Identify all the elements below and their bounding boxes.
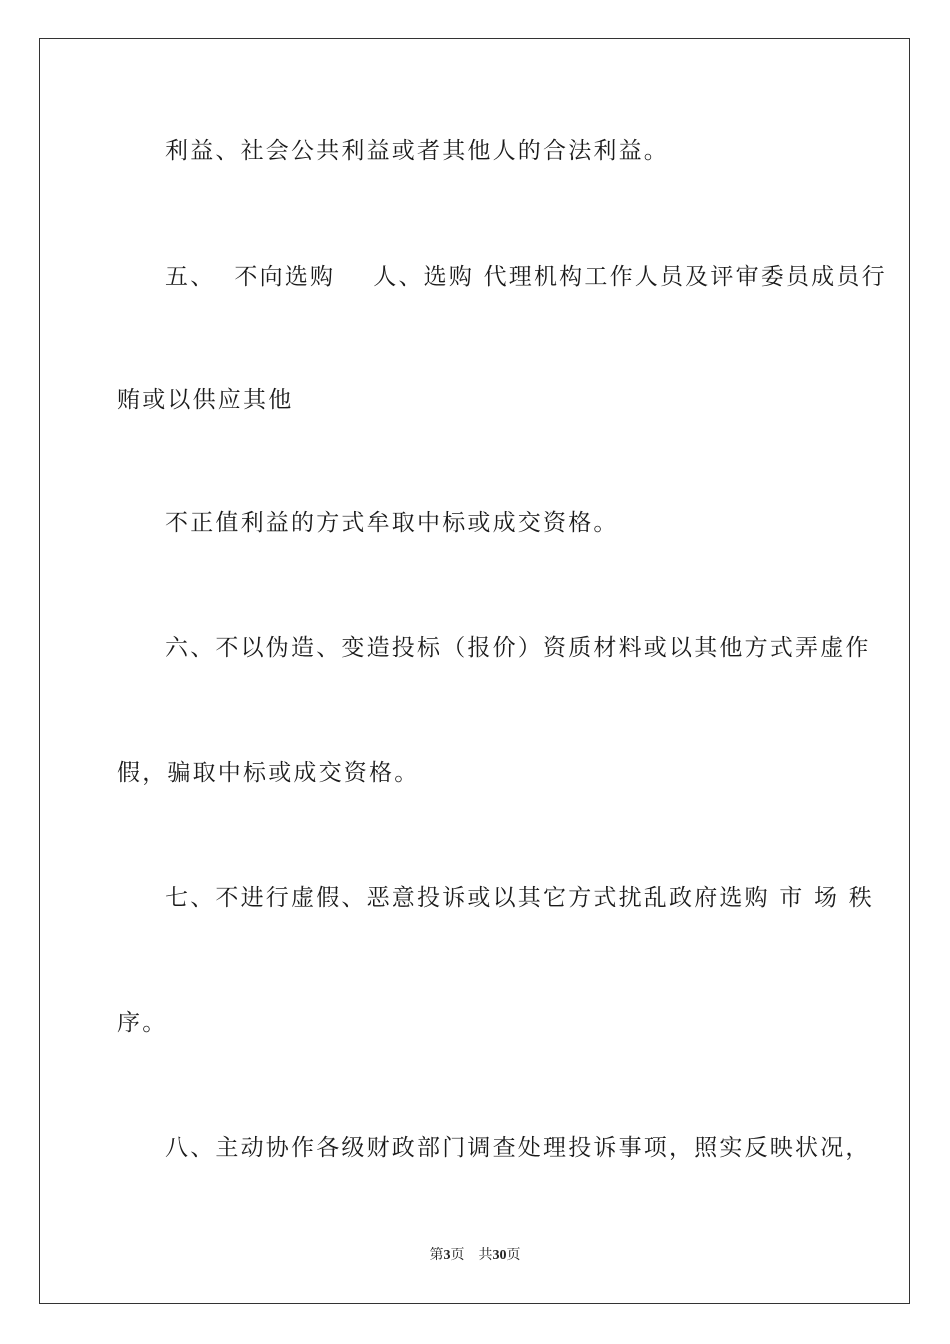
text-line-5: 六、不以伪造、变造投标（报价）资质材料或以其他方式弄虚作 bbox=[165, 635, 871, 661]
page-footer bbox=[0, 1247, 950, 1265]
page-border bbox=[39, 38, 910, 1304]
text-line-9: 八、主动协作各级财政部门调查处理投诉事项，照实反映状况， bbox=[165, 1135, 871, 1161]
footer-total-suffix: 页 bbox=[506, 1248, 521, 1263]
text-line-2: 五、 不向选购 人、选购 代理机构工作人员及评审委员成员行 bbox=[165, 264, 887, 290]
text-line-1: 利益、社会公共利益或者其他人的合法利益。 bbox=[165, 138, 669, 164]
footer-total-pages: 30 bbox=[492, 1248, 507, 1263]
text-line-3: 贿或以供应其他 bbox=[117, 387, 294, 413]
footer-total-prefix: 共 bbox=[478, 1248, 493, 1263]
text-line-4: 不正值利益的方式牟取中标或成交资格。 bbox=[165, 510, 619, 536]
footer-page-prefix: 第 bbox=[429, 1248, 444, 1263]
footer-page-suffix: 页 bbox=[450, 1248, 465, 1263]
footer-page-number: 3 bbox=[443, 1248, 451, 1263]
text-line-6: 假，骗取中标或成交资格。 bbox=[117, 760, 420, 786]
text-line-8: 序。 bbox=[117, 1010, 168, 1036]
text-line-7: 七、不进行虚假、恶意投诉或以其它方式扰乱政府选购 市 场 秩 bbox=[165, 885, 874, 911]
